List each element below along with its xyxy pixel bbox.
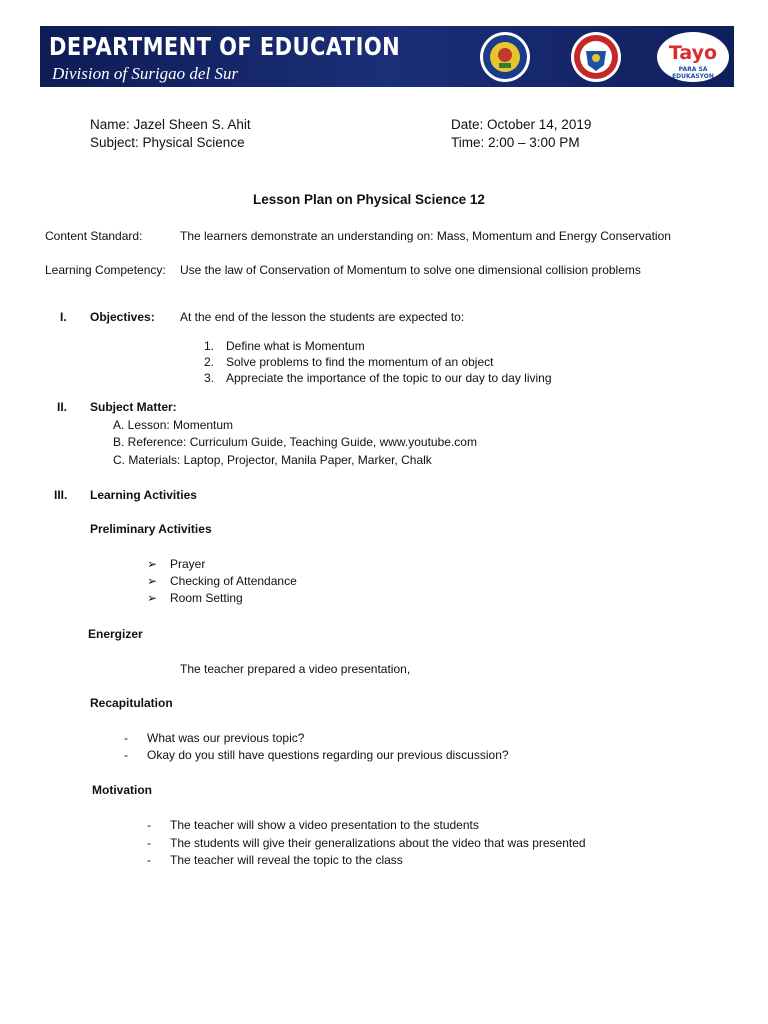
content-standard-text: The learners demonstrate an understanding on: Mass, Momentum and Energy Conservation [180,229,671,243]
preliminary-activities-label: Preliminary Activities [90,522,212,536]
motivation-label: Motivation [92,783,152,797]
subject-matter-item: B. Reference: Curriculum Guide, Teaching Guide, www.youtube.com [113,435,477,449]
recapitulation-item: Okay do you still have questions regarding our previous discussion? [147,748,509,762]
recapitulation-label: Recapitulation [90,696,173,710]
subject-matter-numeral: II. [57,400,68,414]
deped-banner [40,26,734,87]
dash-bullet: - [147,836,151,850]
tayo-edukasyon-logo [656,31,730,83]
energizer-text: The teacher prepared a video presentation, [180,662,411,676]
subject-line: Subject: Physical Science [90,135,245,150]
subject-matter-item: A. Lesson: Momentum [113,418,234,432]
arrow-bullet-icon: ➢ [147,574,158,588]
objective-number: 3. [204,371,215,385]
subject-matter-label: Subject Matter: [90,400,177,414]
learning-competency-label: Learning Competency: [45,263,166,277]
objective-item: Appreciate the importance of the topic to our day to day living [226,371,552,385]
svg-text:PARA SA: PARA SA [678,66,708,73]
time-line: Time: 2:00 – 3:00 PM [451,135,580,150]
dash-bullet: - [147,818,151,832]
learning-competency-text: Use the law of Conservation of Momentum to solve one dimensional collision problems [180,263,641,277]
recapitulation-item: What was our previous topic? [147,731,305,745]
subject-matter-item: C. Materials: Laptop, Projector, Manila Paper, Marker, Chalk [113,453,432,467]
banner-title: DEPARTMENT OF EDUCATION [49,32,401,61]
motivation-item: The students will give their generalizations about the video that was presented [170,836,586,850]
arrow-bullet-icon: ➢ [147,591,158,605]
objectives-intro: At the end of the lesson the students are expected to: [180,310,465,324]
objective-item: Solve problems to find the momentum of an object [226,355,494,369]
banner-division: Division of Surigao del Sur [52,64,239,83]
dash-bullet: - [124,748,128,762]
date-line: Date: October 14, 2019 [451,117,592,132]
svg-text:Tayo: Tayo [668,42,718,64]
learning-activities-numeral: III. [54,488,68,502]
motivation-item: The teacher will reveal the topic to the class [170,853,403,867]
learning-activities-label: Learning Activities [90,488,197,502]
objectives-label: Objectives: [90,310,155,324]
preliminary-item: Prayer [170,557,206,571]
lesson-plan-title: Lesson Plan on Physical Science 12 [253,192,485,207]
objective-number: 1. [204,339,215,353]
energizer-label: Energizer [88,627,143,641]
dash-bullet: - [147,853,151,867]
arrow-bullet-icon: ➢ [147,557,158,571]
svg-text:EDUKASYON: EDUKASYON [672,73,714,80]
objective-number: 2. [204,355,215,369]
objective-item: Define what is Momentum [226,339,365,353]
motivation-item: The teacher will show a video presentation to the students [170,818,479,832]
content-standard-label: Content Standard: [45,229,143,243]
teacher-name: Name: Jazel Sheen S. Ahit [90,117,251,132]
preliminary-item: Checking of Attendance [170,574,297,588]
objectives-numeral: I. [60,310,67,324]
dash-bullet: - [124,731,128,745]
school-seal-logo [479,31,531,83]
preliminary-item: Room Setting [170,591,243,605]
deped-seal-logo [570,31,622,83]
